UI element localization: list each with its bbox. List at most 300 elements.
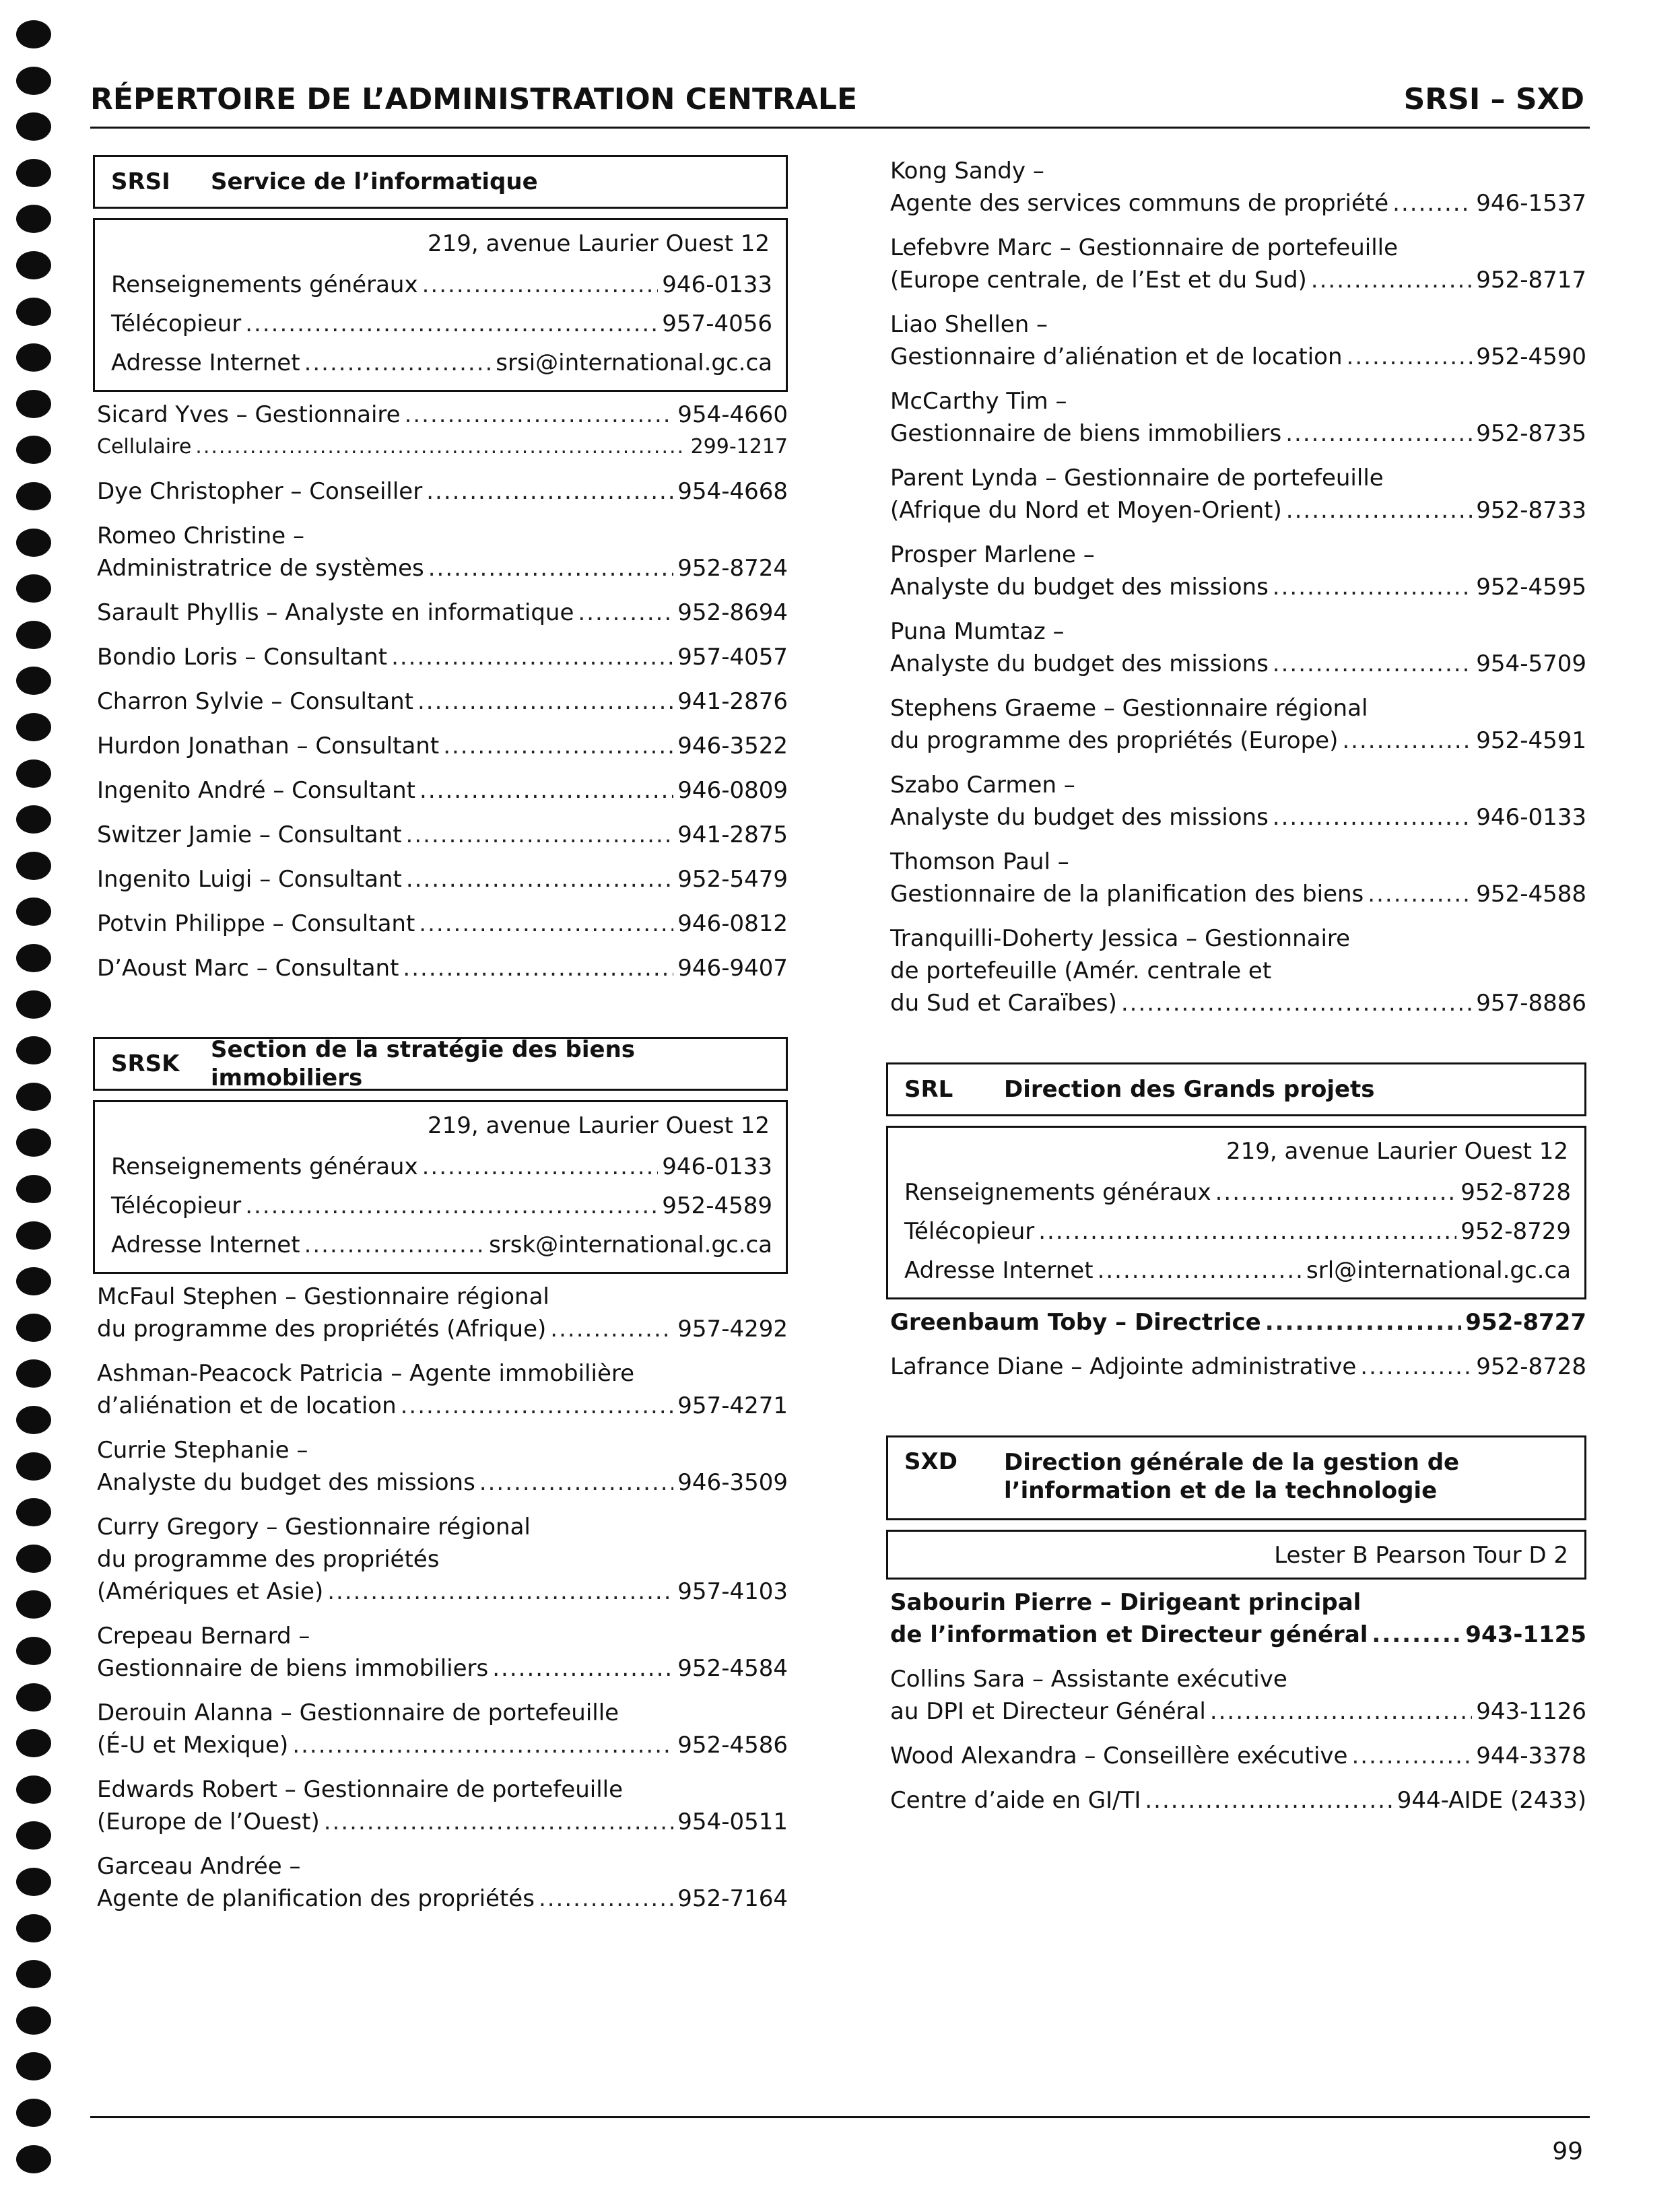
- binder-hole: [16, 1775, 51, 1804]
- entry-name-line: Szabo Carmen –: [890, 772, 1075, 799]
- person-list: [93, 392, 788, 984]
- entry-phone: 957-4271: [677, 1392, 788, 1419]
- binder-hole: [16, 574, 51, 603]
- entry-phone-row: [97, 774, 788, 807]
- entry-phone: 952-4588: [1476, 881, 1586, 908]
- entry-name-line: Currie Stephanie –: [97, 1437, 308, 1464]
- section-address: 219, avenue Laurier Ouest 12: [1225, 1138, 1568, 1165]
- binder-hole: [16, 852, 51, 880]
- entry-phone-row: [890, 1351, 1586, 1383]
- directory-entry: [97, 520, 788, 584]
- info-label: Adresse Internet: [904, 1257, 1094, 1284]
- leader-dots: [422, 1151, 659, 1183]
- directory-entry: [97, 1357, 788, 1422]
- entry-phone-row: [890, 724, 1586, 757]
- page-section-code: SRSI – SXD: [1403, 82, 1584, 116]
- entry-phone: 944-AIDE (2433): [1397, 1787, 1586, 1814]
- binder-hole: [16, 1498, 51, 1526]
- entry-sub-row: [97, 431, 788, 463]
- directory-entry: [97, 399, 788, 463]
- directory-entry: [97, 685, 788, 718]
- entry-title: Hurdon Jonathan – Consultant: [97, 733, 440, 759]
- section-name: Section de la stratégie des biens immobiliers: [211, 1036, 636, 1091]
- entry-phone-row: [97, 641, 788, 673]
- person-list: [886, 1299, 1586, 1383]
- section-srsi: [93, 155, 788, 984]
- info-value: 946-0133: [662, 1153, 772, 1180]
- directory-entry: [97, 641, 788, 673]
- entry-title: au DPI et Directeur Général: [890, 1698, 1206, 1725]
- info-value: srl@international.gc.ca: [1306, 1257, 1571, 1284]
- entry-name-line: du programme des propriétés: [97, 1546, 440, 1573]
- directory-entry: [890, 1306, 1586, 1339]
- entry-phone: 943-1126: [1476, 1698, 1586, 1725]
- info-row-fax: [904, 1215, 1571, 1248]
- leader-dots: [195, 431, 686, 463]
- directory-entry: [890, 769, 1586, 834]
- page-number: 99: [1552, 2138, 1583, 2165]
- entry-phone: 954-4660: [677, 401, 788, 428]
- info-row-email: [111, 1229, 772, 1261]
- entry-name-line: Romeo Christine –: [97, 522, 305, 549]
- section-address: 219, avenue Laurier Ouest 12: [427, 1112, 770, 1139]
- directory-entry: [97, 774, 788, 807]
- entry-phone-row: [890, 494, 1586, 527]
- entry-phone: 952-4595: [1476, 574, 1586, 601]
- leader-dots: [1368, 878, 1472, 910]
- directory-entry: [890, 1784, 1586, 1817]
- binder-hole: [16, 1314, 51, 1342]
- entry-name-line: McFaul Stephen – Gestionnaire régional: [97, 1283, 549, 1310]
- entry-phone-row: [97, 1806, 788, 1838]
- entry-title: (Europe centrale, de l’Est et du Sud): [890, 267, 1307, 294]
- entry-title: Gestionnaire de biens immobiliers: [97, 1655, 489, 1682]
- entry-name-line: Lefebvre Marc – Gestionnaire de portefeuille: [890, 234, 1399, 261]
- entry-phone-row: [97, 730, 788, 762]
- entry-phone-row: [97, 475, 788, 508]
- directory-entry: [890, 615, 1586, 680]
- binder-hole: [16, 2145, 51, 2173]
- entry-phone: 957-4057: [677, 644, 788, 671]
- leader-dots: [1392, 187, 1472, 219]
- entry-phone: 952-4586: [677, 1732, 788, 1759]
- leader-dots: [492, 1652, 673, 1685]
- binder-hole: [16, 1729, 51, 1757]
- entry-title: Ingenito Luigi – Consultant: [97, 866, 402, 893]
- section-name: Direction générale de la gestion de l’information et de la technologie: [1004, 1449, 1460, 1504]
- directory-entry: [97, 1281, 788, 1345]
- leader-dots: [1342, 724, 1472, 757]
- directory-entry: [97, 1620, 788, 1685]
- entry-phone-row: [97, 1390, 788, 1422]
- entry-name-line: McCarthy Tim –: [890, 388, 1067, 415]
- entry-name-line: Ashman-Peacock Patricia – Agente immobilière: [97, 1360, 635, 1387]
- entry-name-line: Kong Sandy –: [890, 158, 1044, 184]
- directory-entry: [890, 1586, 1586, 1651]
- leader-dots: [245, 308, 658, 340]
- leader-dots: [1360, 1351, 1472, 1383]
- section-title-box: [886, 1062, 1586, 1116]
- entry-name-line: Parent Lynda – Gestionnaire de portefeuille: [890, 465, 1384, 492]
- entry-phone: 952-8694: [677, 599, 788, 626]
- entry-phone-row: [97, 1729, 788, 1761]
- binder-hole: [16, 713, 51, 741]
- leader-dots: [417, 685, 673, 718]
- info-value: srsk@international.gc.ca: [489, 1231, 772, 1258]
- info-label: Renseignements généraux: [111, 1153, 418, 1180]
- binder-hole: [16, 20, 51, 48]
- binder-hole: [16, 805, 51, 834]
- info-row-general: [111, 1151, 772, 1183]
- entry-title: Agente de planification des propriétés: [97, 1885, 535, 1912]
- entry-phone: 943-1125: [1465, 1621, 1586, 1648]
- leader-dots: [406, 819, 674, 851]
- directory-entry: [890, 1740, 1586, 1772]
- entry-phone-row: [97, 908, 788, 940]
- info-row-general: [904, 1176, 1571, 1209]
- binder-hole: [16, 2099, 51, 2127]
- entry-phone-row: [97, 1652, 788, 1685]
- binder-hole: [16, 390, 51, 418]
- entry-title: Analyste du budget des missions: [890, 574, 1269, 601]
- info-row-email: [111, 347, 772, 379]
- leader-dots: [1286, 494, 1473, 527]
- leader-dots: [419, 774, 673, 807]
- header-divider: [90, 127, 1590, 129]
- info-value: 952-8728: [1460, 1179, 1571, 1206]
- page-title: RÉPERTOIRE DE L’ADMINISTRATION CENTRALE: [90, 82, 858, 116]
- info-value: srsi@international.gc.ca: [496, 349, 772, 376]
- entry-name-line: Thomson Paul –: [890, 848, 1069, 875]
- section-title-box: [886, 1435, 1586, 1520]
- leader-dots: [428, 552, 674, 584]
- entry-phone-row: [97, 1466, 788, 1499]
- section-title-box: [93, 155, 788, 209]
- entry-phone: 941-2875: [677, 821, 788, 848]
- entry-name-line: Puna Mumtaz –: [890, 618, 1065, 645]
- binder-holes: [16, 20, 51, 2188]
- info-label: Télécopieur: [111, 1192, 242, 1219]
- entry-title: (É-U et Mexique): [97, 1732, 289, 1759]
- directory-entry: [890, 308, 1586, 373]
- info-value: 957-4056: [662, 310, 772, 337]
- entry-phone: 946-0133: [1476, 804, 1586, 831]
- entry-phone-row: [890, 1784, 1586, 1817]
- directory-entry: [890, 539, 1586, 603]
- binder-hole: [16, 1406, 51, 1434]
- entry-phone: 946-9407: [677, 955, 788, 982]
- entry-title: Wood Alexandra – Conseillère exécutive: [890, 1742, 1348, 1769]
- binder-hole: [16, 1267, 51, 1295]
- leader-dots: [419, 908, 673, 940]
- binder-hole: [16, 2052, 51, 2080]
- binder-hole: [16, 205, 51, 233]
- entry-phone-row: [890, 801, 1586, 834]
- info-row-general: [111, 269, 772, 301]
- entry-phone-row: [890, 1740, 1586, 1772]
- info-label: Renseignements généraux: [904, 1179, 1211, 1206]
- entry-phone: 952-5479: [677, 866, 788, 893]
- section-name: Direction des Grands projets: [1004, 1076, 1375, 1103]
- info-value: 952-8729: [1460, 1218, 1571, 1245]
- leader-dots: [327, 1576, 673, 1608]
- entry-title: Ingenito André – Consultant: [97, 777, 416, 804]
- leader-dots: [539, 1883, 673, 1915]
- info-label: Télécopieur: [111, 310, 242, 337]
- section-name: Service de l’informatique: [211, 168, 538, 195]
- leader-dots: [426, 475, 673, 508]
- entry-phone-row: [890, 648, 1586, 680]
- entry-name-line: Curry Gregory – Gestionnaire régional: [97, 1514, 531, 1540]
- binder-hole: [16, 1036, 51, 1064]
- entry-title: de l’information et Directeur général: [890, 1621, 1368, 1648]
- entry-phone: 952-8724: [677, 555, 788, 582]
- entry-phone: 946-1537: [1476, 190, 1586, 217]
- leader-dots: [401, 1390, 674, 1422]
- section-code: SRL: [904, 1076, 953, 1103]
- leader-dots: [1273, 571, 1473, 603]
- entry-title: Agente des services communs de propriété: [890, 190, 1389, 217]
- entry-title: Gestionnaire de la planification des biens: [890, 881, 1364, 908]
- entry-phone: 952-4584: [677, 1655, 788, 1682]
- entry-phone: 941-2876: [677, 688, 788, 715]
- entry-title: (Amériques et Asie): [97, 1578, 324, 1605]
- entry-name-line: Crepeau Bernard –: [97, 1623, 310, 1650]
- section-address: 219, avenue Laurier Ouest 12: [427, 230, 770, 257]
- binder-hole: [16, 67, 51, 95]
- binder-hole: [16, 759, 51, 788]
- directory-entry: [890, 922, 1586, 1019]
- leader-dots: [403, 952, 673, 984]
- directory-entry: [97, 1697, 788, 1761]
- binder-hole: [16, 1128, 51, 1157]
- info-label: Télécopieur: [904, 1218, 1035, 1245]
- binder-hole: [16, 1083, 51, 1111]
- info-label: Renseignements généraux: [111, 271, 418, 298]
- entry-phone: 946-3509: [677, 1469, 788, 1496]
- entry-phone-row: [97, 1576, 788, 1608]
- binder-hole: [16, 1175, 51, 1203]
- entry-phone: 954-5709: [1476, 650, 1586, 677]
- leader-dots: [324, 1806, 674, 1838]
- leader-dots: [304, 1229, 485, 1261]
- directory-entry: [97, 908, 788, 940]
- entry-sub-value: 299-1217: [690, 435, 788, 459]
- directory-entry: [97, 597, 788, 629]
- info-value: 946-0133: [662, 271, 772, 298]
- entry-title: Bondio Loris – Consultant: [97, 644, 388, 671]
- entry-title: d’aliénation et de location: [97, 1392, 397, 1419]
- directory-entry: [97, 1434, 788, 1499]
- leader-dots: [304, 347, 492, 379]
- section-title-box: [93, 1037, 788, 1091]
- entry-name-line: Collins Sara – Assistante exécutive: [890, 1666, 1287, 1693]
- binder-hole: [16, 898, 51, 926]
- directory-entry: [890, 1663, 1586, 1728]
- entry-title: Analyste du budget des missions: [890, 804, 1269, 831]
- entry-name-line: Derouin Alanna – Gestionnaire de portefeuille: [97, 1699, 619, 1726]
- entry-name-line: Tranquilli-Doherty Jessica – Gestionnaire: [890, 925, 1351, 952]
- info-value: 952-4589: [662, 1192, 772, 1219]
- binder-hole: [16, 298, 51, 326]
- section-info-box: [93, 1100, 788, 1274]
- leader-dots: [405, 399, 674, 431]
- directory-entry: [890, 692, 1586, 757]
- binder-hole: [16, 1914, 51, 1942]
- entry-phone: 957-4103: [677, 1578, 788, 1605]
- entry-sub-label: Cellulaire: [97, 435, 192, 459]
- entry-phone: 954-4668: [677, 478, 788, 505]
- entry-title: du programme des propriétés (Afrique): [97, 1316, 547, 1343]
- leader-dots: [1372, 1619, 1461, 1651]
- entry-phone-row: [97, 685, 788, 718]
- leader-dots: [1351, 1740, 1472, 1772]
- binder-hole: [16, 1545, 51, 1573]
- directory-entry: [890, 462, 1586, 527]
- leader-dots: [550, 1313, 673, 1345]
- entry-phone: 954-0511: [677, 1808, 788, 1835]
- person-list-continued: [886, 155, 1586, 1019]
- entry-phone: 952-7164: [677, 1885, 788, 1912]
- leader-dots: [1098, 1254, 1302, 1287]
- binder-hole: [16, 1590, 51, 1619]
- entry-phone-row: [890, 417, 1586, 450]
- entry-name-line: Edwards Robert – Gestionnaire de portefeuille: [97, 1776, 624, 1803]
- entry-phone-row: [97, 1883, 788, 1915]
- leader-dots: [1273, 801, 1473, 834]
- binder-hole: [16, 667, 51, 695]
- leader-dots: [292, 1729, 673, 1761]
- entry-phone-row: [890, 878, 1586, 910]
- binder-hole: [16, 343, 51, 372]
- binder-hole: [16, 1960, 51, 1988]
- left-column: [93, 155, 788, 1927]
- leader-dots: [1265, 1306, 1462, 1339]
- leader-dots: [245, 1190, 658, 1222]
- section-address: Lester B Pearson Tour D 2: [1274, 1542, 1568, 1569]
- entry-phone-row: [97, 597, 788, 629]
- entry-title: Administratrice de systèmes: [97, 555, 424, 582]
- directory-entry: [890, 846, 1586, 910]
- directory-entry: [97, 1511, 788, 1608]
- leader-dots: [1215, 1176, 1457, 1209]
- entry-title: Switzer Jamie – Consultant: [97, 821, 402, 848]
- directory-entry: [97, 1850, 788, 1915]
- entry-name-line: Garceau Andrée –: [97, 1853, 301, 1880]
- entry-phone-row: [97, 552, 788, 584]
- info-label: Adresse Internet: [111, 1231, 300, 1258]
- entry-name-line: Prosper Marlene –: [890, 541, 1095, 568]
- entry-title: Sicard Yves – Gestionnaire: [97, 401, 401, 428]
- entry-phone-row: [890, 571, 1586, 603]
- directory-entry: [890, 232, 1586, 296]
- leader-dots: [422, 269, 659, 301]
- entry-title: (Europe de l’Ouest): [97, 1808, 320, 1835]
- info-label: Adresse Internet: [111, 349, 300, 376]
- section-sxd: [886, 1435, 1586, 1817]
- binder-hole: [16, 159, 51, 187]
- person-list: [886, 1580, 1586, 1817]
- person-list: [93, 1274, 788, 1915]
- entry-title: Analyste du budget des missions: [890, 650, 1269, 677]
- binder-hole: [16, 251, 51, 279]
- info-row-fax: [111, 1190, 772, 1222]
- entry-phone: 952-4591: [1476, 727, 1586, 754]
- directory-entry: [890, 1351, 1586, 1383]
- entry-title: Charron Sylvie – Consultant: [97, 688, 413, 715]
- directory-entry: [890, 155, 1586, 219]
- leader-dots: [1038, 1215, 1456, 1248]
- entry-title: Potvin Philippe – Consultant: [97, 910, 415, 937]
- entry-title: D’Aoust Marc – Consultant: [97, 955, 399, 982]
- right-column: [886, 155, 1586, 1829]
- entry-title: Sarault Phyllis – Analyste en informatique: [97, 599, 574, 626]
- entry-name-line: de portefeuille (Amér. centrale et: [890, 957, 1272, 984]
- entry-phone-row: [97, 819, 788, 851]
- leader-dots: [1311, 264, 1473, 296]
- leader-dots: [1347, 341, 1473, 373]
- directory-entry: [97, 1773, 788, 1838]
- directory-entry: [890, 385, 1586, 450]
- section-code: SRSK: [111, 1050, 180, 1077]
- entry-title: du Sud et Caraïbes): [890, 990, 1117, 1017]
- leader-dots: [479, 1466, 674, 1499]
- section-srl: [886, 1062, 1586, 1383]
- binder-hole: [16, 1821, 51, 1850]
- entry-phone-row: [890, 1306, 1586, 1339]
- entry-phone: 944-3378: [1476, 1742, 1586, 1769]
- leader-dots: [443, 730, 673, 762]
- section-info-box: [886, 1126, 1586, 1299]
- entry-title: Gestionnaire de biens immobiliers: [890, 420, 1282, 447]
- entry-phone-row: [890, 1695, 1586, 1728]
- directory-entry: [97, 475, 788, 508]
- entry-phone-row: [890, 341, 1586, 373]
- binder-hole: [16, 621, 51, 649]
- entry-title: Analyste du budget des missions: [97, 1469, 475, 1496]
- entry-phone: 952-4590: [1476, 343, 1586, 370]
- binder-hole: [16, 1637, 51, 1665]
- binder-hole: [16, 1683, 51, 1712]
- section-info-box: [886, 1530, 1586, 1580]
- entry-phone: 952-8727: [1465, 1309, 1586, 1336]
- leader-dots: [578, 597, 673, 629]
- entry-phone-row: [97, 1313, 788, 1345]
- leader-dots: [1121, 987, 1472, 1019]
- directory-entry: [97, 952, 788, 984]
- binder-hole: [16, 1359, 51, 1388]
- entry-phone-row: [890, 187, 1586, 219]
- entry-name-line: Liao Shellen –: [890, 311, 1048, 338]
- entry-phone-row: [890, 1619, 1586, 1651]
- leader-dots: [1145, 1784, 1392, 1817]
- entry-title: Lafrance Diane – Adjointe administrative: [890, 1353, 1357, 1380]
- section-code: SRSI: [111, 168, 170, 195]
- info-row-email: [904, 1254, 1571, 1287]
- binder-hole: [16, 1221, 51, 1250]
- entry-phone-row: [97, 952, 788, 984]
- section-srsk: [93, 1037, 788, 1915]
- footer-divider: [90, 2116, 1590, 2118]
- entry-phone-row: [890, 264, 1586, 296]
- leader-dots: [1273, 648, 1473, 680]
- entry-phone-row: [890, 987, 1586, 1019]
- binder-hole: [16, 1868, 51, 1896]
- section-code: SXD: [904, 1448, 957, 1475]
- directory-entry: [97, 730, 788, 762]
- binder-hole: [16, 2006, 51, 2035]
- entry-phone: 952-8728: [1476, 1353, 1586, 1380]
